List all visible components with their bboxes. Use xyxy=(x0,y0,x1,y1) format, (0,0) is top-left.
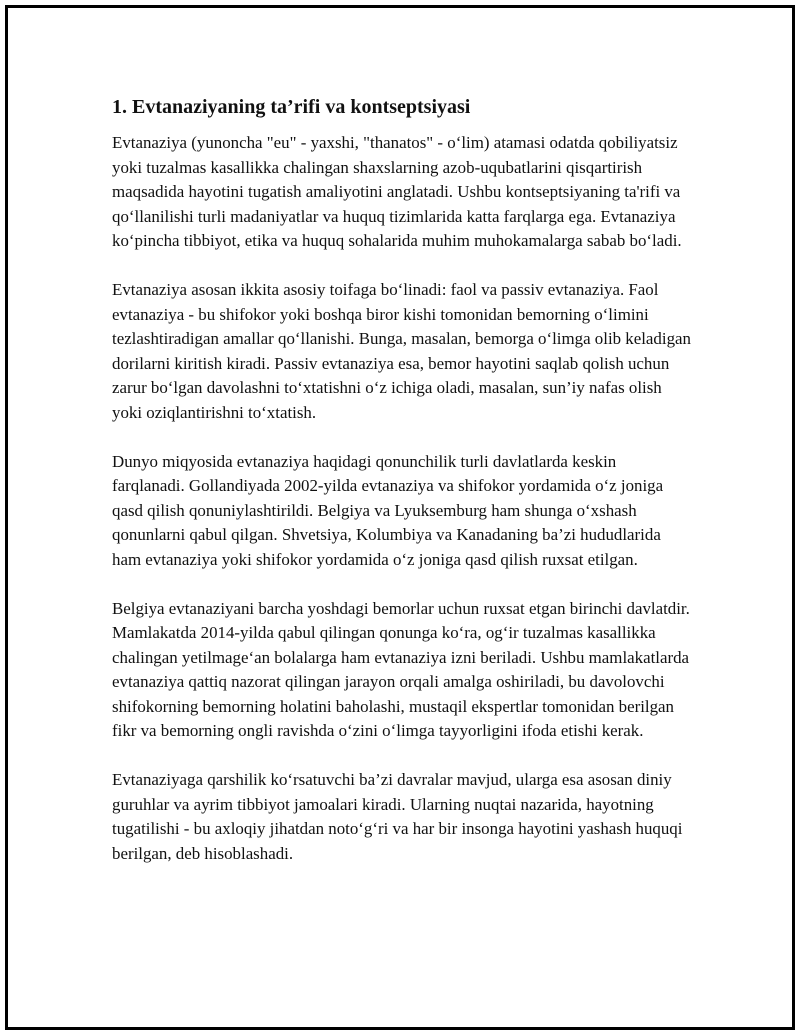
section-title: 1. Evtanaziyaning ta’rifi va kontseptsiyasi xyxy=(112,96,471,118)
paragraph-opposition: Evtanaziyaga qarshilik ko‘rsatuvchi ba’zi davralar mavjud, ularga esa asosan diniy guruhlar va ayrim tibbiyot jamoalari kiradi. Ularning nuqtai nazarida, hayotning tugatilishi - bu axloqiy jihatdan noto‘g‘ri va har bir insonga hayotini yashash huquqi berilgan, deb hisoblashadi. xyxy=(112,770,683,863)
paragraph-definition: Evtanaziya (yunoncha "eu" - yaxshi, "thanatos" - o‘lim) atamasi odatda qobiliyatsiz yoki tuzalmas kasallikka chalingan shaxslarning azob-uqubatlarini qisqartirish maqsadida hayotini tugatish amaliyotini anglatadi. Ushbu kontseptsiyaning ta'rifi va qo‘llanilishi turli madaniyatlar va huquq tizimlarida katta farqlarga ega. Evtanaziya ko‘pincha tibbiyot, etika va huquq sohalarida muhim muhokamalarga sabab bo‘ladi. xyxy=(112,133,682,251)
document-body xyxy=(112,93,692,890)
paragraph-types: Evtanaziya asosan ikkita asosiy toifaga bo‘linadi: faol va passiv evtanaziya. Faol evtanaziya - bu shifokor yoki boshqa biror kishi tomonidan bemorning o‘limini tezlashtiradigan amallar qo‘llanishi. Bunga, masalan, bemorga o‘limga olib keladigan dorilarni kiritish kiradi. Passiv evtanaziya esa, bemor hayotini saqlab qolish uchun zarur bo‘lgan davolashni to‘xtatishni o‘z ichiga oladi, masalan, sun’iy nafas olish yoki oziqlantirishni to‘xtatish. xyxy=(112,279,691,422)
paragraph-legislation: Dunyo miqyosida evtanaziya haqidagi qonunchilik turli davlatlarda keskin farqlanadi. Gollandiyada 2002-yilda evtanaziya va shifokor yordamida o‘z joniga qasd qilish qonuniylashtirildi. Belgiya va Lyuksemburg ham shunga o‘xshash qonunlarni qabul qilgan. Shvetsiya, Kolumbiya va Kanadaning ba’zi hududlarida ham evtanaziya yoki shifokor yordamida o‘z joniga qasd qilish ruxsat etilgan. xyxy=(112,451,664,569)
paragraph-belgium: Belgiya evtanaziyani barcha yoshdagi bemorlar uchun ruxsat etgan birinchi davlatdir. Mamlakatda 2014-yilda qabul qilingan qonunga ko‘ra, og‘ir tuzalmas kasallikka chalingan yetilmage‘an bolalarga ham evtanaziya izni beriladi. Ushbu mamlakatlarda evtanaziya qattiq nazorat qilingan jarayon orqali amalga oshiriladi, bu davolovchi shifokorning bemorning holatini baholashi, mustaqil ekspertlar tomonidan berilgan fikr va bemorning ongli ravishda o‘zini o‘limga tayyorligini ifoda etishi kerak. xyxy=(112,598,690,741)
